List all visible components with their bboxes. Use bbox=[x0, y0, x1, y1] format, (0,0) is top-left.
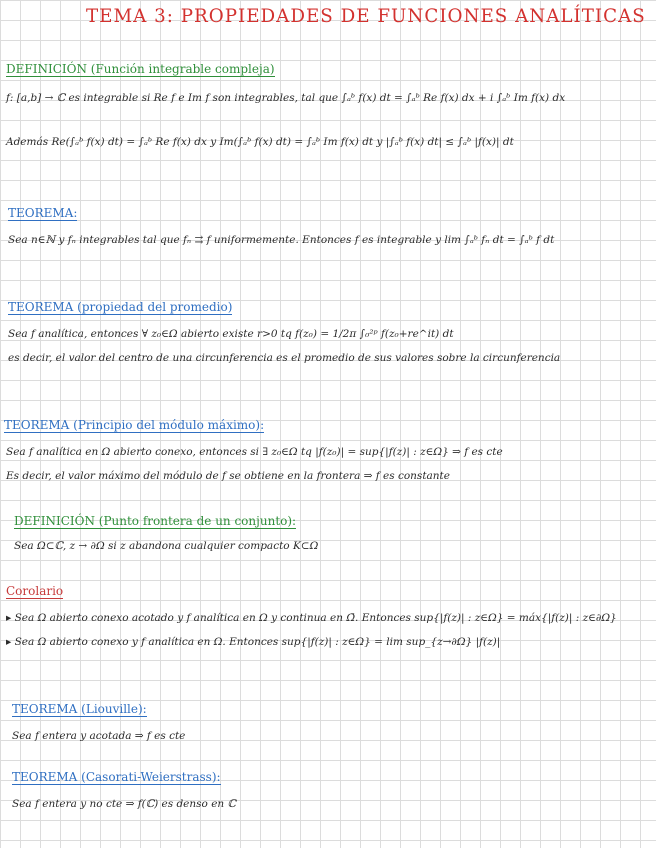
section-heading-teorema: TEOREMA: bbox=[8, 206, 78, 220]
promedio-line-2: es decir, el valor del centro de una circunferencia es el promedio de sus valores sobre la circunferencia bbox=[8, 352, 561, 364]
casorati-line-1: Sea f entera y no cte ⇒ f(ℂ) es denso en ℂ bbox=[12, 798, 236, 810]
section-heading-teorema-promedio: TEOREMA (propiedad del promedio) bbox=[8, 300, 233, 314]
section-heading-casorati-weierstrass: TEOREMA (Casorati-Weierstrass): bbox=[12, 770, 221, 784]
section-heading-liouville: TEOREMA (Liouville): bbox=[12, 702, 147, 716]
frontera-line-1: Sea Ω⊂ℂ, z → ∂Ω si z abandona cualquier compacto K⊂Ω bbox=[14, 540, 319, 552]
page-title: TEMA 3: PROPIEDADES DE FUNCIONES ANALÍTICAS bbox=[86, 6, 646, 27]
section-heading-corolario: Corolario bbox=[6, 584, 64, 598]
section-heading-definicion-frontera: DEFINICIÓN (Punto frontera de un conjunto): bbox=[14, 514, 297, 528]
teorema-line-1: Sea n∈ℕ y fₙ integrables tal que fₙ ⇉ f uniformemente. Entonces f es integrable y lim ∫ₐᵇ fₙ dt = ∫ₐᵇ f dt bbox=[8, 234, 555, 246]
section-heading-definicion-integrable: DEFINICIÓN (Función integrable compleja) bbox=[6, 62, 275, 76]
definition-line-1: f: [a,b] → ℂ es integrable si Re f e Im f son integrables, tal que ∫ₐᵇ f(x) dt = ∫ₐᵇ Re f(x) dx + i ∫ₐᵇ Im f(x) dx bbox=[6, 92, 566, 104]
section-heading-modulo-maximo: TEOREMA (Principio del módulo máximo): bbox=[4, 418, 265, 432]
modulo-line-1: Sea f analítica en Ω abierto conexo, entonces si ∃ z₀∈Ω tq |f(z₀)| = sup{|f(z)| : z∈Ω} ⇒ f es cte bbox=[6, 446, 503, 458]
modulo-line-2: Es decir, el valor máximo del módulo de f se obtiene en la frontera ⇒ f es constante bbox=[6, 470, 450, 482]
corolario-line-2: ▸ Sea Ω abierto conexo y f analítica en Ω. Entonces sup{|f(z)| : z∈Ω} = lim sup_{z→∂Ω} |f(z)| bbox=[6, 636, 501, 648]
corolario-line-1: ▸ Sea Ω abierto conexo acotado y f analítica en Ω y continua en Ω̄. Entonces sup{|f(z)| : z∈Ω} = máx{|f(z)| : z∈∂Ω} bbox=[6, 612, 617, 624]
liouville-line-1: Sea f entera y acotada ⇒ f es cte bbox=[12, 730, 186, 742]
definition-line-2: Además Re(∫ₐᵇ f(x) dt) = ∫ₐᵇ Re f(x) dx y Im(∫ₐᵇ f(x) dt) = ∫ₐᵇ Im f(x) dt y |∫ₐᵇ f(x) dt| ≤ ∫ₐᵇ |f(x)| dt bbox=[6, 136, 514, 148]
promedio-line-1: Sea f analítica, entonces ∀ z₀∈Ω abierto existe r>0 tq f(z₀) = 1/2π ∫₀²ᵖ f(z₀+re^it) dt bbox=[8, 328, 454, 340]
